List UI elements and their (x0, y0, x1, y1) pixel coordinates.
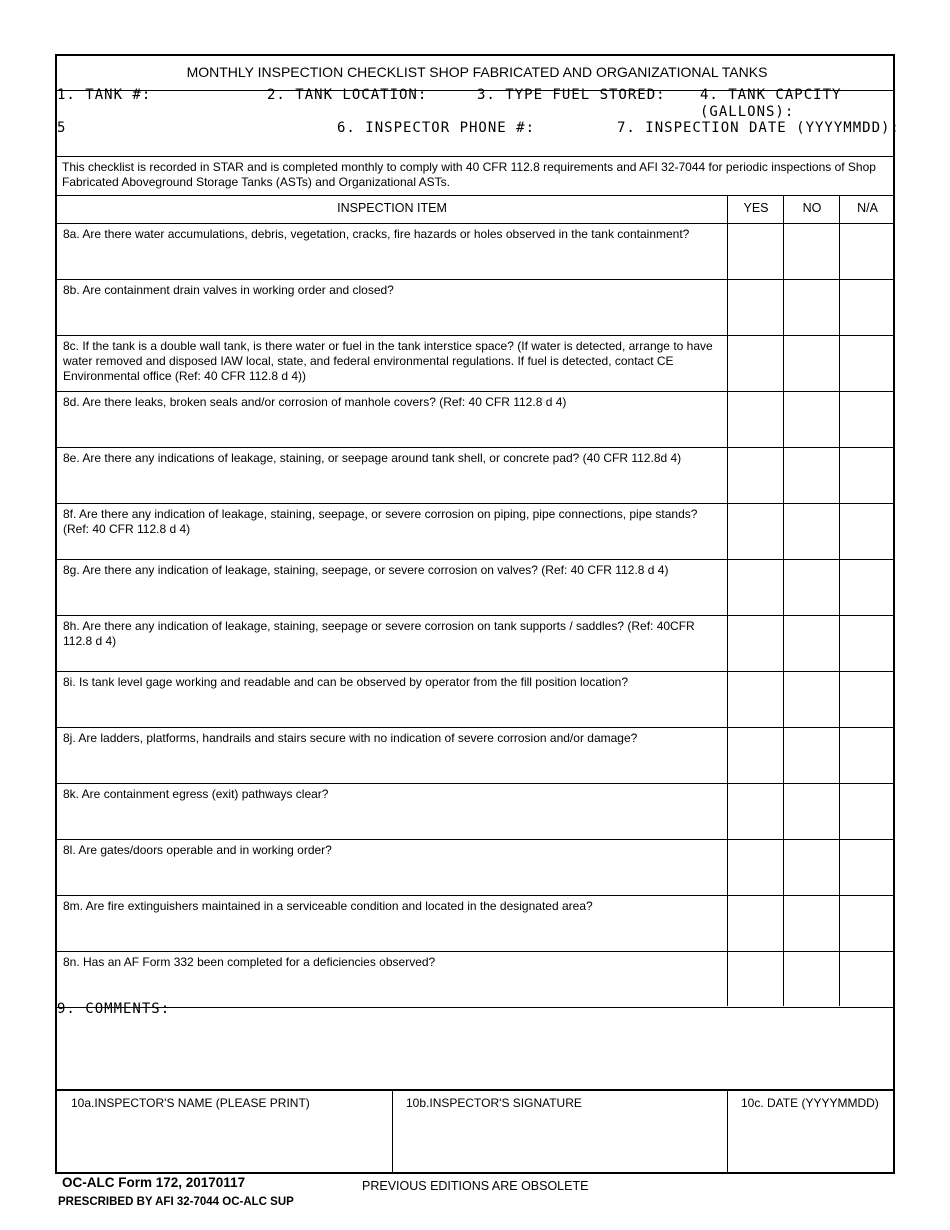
inspection-form (55, 54, 900, 1174)
inspection-item-text: 8k. Are containment egress (exit) pathways clear? (63, 787, 329, 801)
answer-no-cell[interactable] (784, 504, 839, 558)
answer-na-cell[interactable] (840, 504, 895, 558)
answer-yes-cell[interactable] (728, 616, 783, 670)
answer-no-cell[interactable] (784, 392, 839, 446)
answer-yes-cell[interactable] (728, 392, 783, 446)
answer-yes-cell[interactable] (728, 448, 783, 502)
row-divider (57, 1007, 893, 1008)
answer-no-cell[interactable] (784, 784, 839, 838)
prescribed-by: PRESCRIBED BY AFI 32-7044 OC-ALC SUP (58, 1196, 294, 1208)
inspection-item-text: 8d. Are there leaks, broken seals and/or corrosion of manhole covers? (Ref: 40 CFR 112.8 d 4) (63, 395, 567, 409)
inspection-item-text: 8f. Are there any indication of leakage, staining, seepage, or severe corrosion on piping, pipe connections, pipe stands? (Ref: 40 CFR 112.8 d 4) (63, 507, 698, 536)
answer-yes-cell[interactable] (728, 728, 783, 782)
answer-na-cell[interactable] (840, 784, 895, 838)
answer-no-cell[interactable] (784, 448, 839, 502)
answer-na-cell[interactable] (840, 280, 895, 334)
inspection-item-text: 8l. Are gates/doors operable and in working order? (63, 843, 332, 857)
inspector-signature-field[interactable]: 10b.INSPECTOR'S SIGNATURE (406, 1096, 582, 1110)
answer-no-cell[interactable] (784, 672, 839, 726)
answer-na-cell[interactable] (840, 448, 895, 502)
header-inspection-item: INSPECTION ITEM (337, 201, 447, 215)
previous-editions-notice: PREVIOUS EDITIONS ARE OBSOLETE (362, 1179, 589, 1193)
inspection-item-text: 8i. Is tank level gage working and readable and can be observed by operator from the fill position location? (63, 675, 629, 689)
divider (57, 1089, 893, 1091)
inspection-item-text: 8g. Are there any indication of leakage, staining, seepage, or severe corrosion on valves? (Ref: 40 CFR 112.8 d 4) (63, 563, 669, 577)
signature-date-field[interactable]: 10c. DATE (YYYYMMDD) (741, 1096, 879, 1110)
answer-na-cell[interactable] (840, 896, 895, 950)
answer-na-cell[interactable] (840, 392, 895, 446)
answer-yes-cell[interactable] (728, 560, 783, 614)
answer-na-cell[interactable] (840, 616, 895, 670)
column-divider (392, 1089, 393, 1172)
answer-yes-cell[interactable] (728, 784, 783, 838)
answer-no-cell[interactable] (784, 560, 839, 614)
divider (57, 195, 893, 196)
answer-na-cell[interactable] (840, 560, 895, 614)
answer-yes-cell[interactable] (728, 280, 783, 334)
header-yes: YES (743, 201, 769, 215)
header-na: N/A (857, 201, 878, 215)
inspection-item-text: 8m. Are fire extinguishers maintained in a serviceable condition and located in the designated area? (63, 899, 593, 913)
answer-yes-cell[interactable] (728, 336, 783, 390)
answer-na-cell[interactable] (840, 336, 895, 390)
tank-location-field[interactable]: 2. TANK LOCATION: (267, 87, 428, 103)
inspection-item-text: 8n. Has an AF Form 332 been completed for a deficiencies observed? (63, 955, 436, 969)
answer-na-cell[interactable] (840, 952, 895, 1006)
form-number: OC-ALC Form 172, 20170117 (62, 1175, 246, 1190)
inspector-phone-field[interactable]: 6. INSPECTOR PHONE #: (337, 120, 536, 136)
fuel-type-field[interactable]: 3. TYPE FUEL STORED: (477, 87, 666, 103)
inspector-name-field[interactable]: 10a.INSPECTOR'S NAME (PLEASE PRINT) (71, 1096, 310, 1110)
header-no: NO (802, 201, 822, 215)
answer-na-cell[interactable] (840, 728, 895, 782)
answer-yes-cell[interactable] (728, 952, 783, 1006)
answer-yes-cell[interactable] (728, 504, 783, 558)
answer-na-cell[interactable] (840, 224, 895, 278)
answer-no-cell[interactable] (784, 952, 839, 1006)
answer-no-cell[interactable] (784, 840, 839, 894)
inspection-item-text: 8j. Are ladders, platforms, handrails and stairs secure with no indication of severe corrosion and/or damage? (63, 731, 638, 745)
inspection-item-text: 8b. Are containment drain valves in working order and closed? (63, 283, 394, 297)
inspection-item-text: 8a. Are there water accumulations, debris, vegetation, cracks, fire hazards or holes observed in the tank containment? (63, 227, 690, 241)
answer-no-cell[interactable] (784, 896, 839, 950)
tank-number-field[interactable]: 1. TANK #: (57, 87, 152, 103)
inspection-date-field[interactable]: 7. INSPECTION DATE (YYYYMMDD): (617, 120, 900, 136)
tank-capacity-field[interactable]: 4. TANK CAPCITY (700, 87, 842, 103)
answer-no-cell[interactable] (784, 728, 839, 782)
answer-na-cell[interactable] (840, 672, 895, 726)
comments-label: 9. COMMENTS: (57, 1001, 171, 1017)
divider (57, 156, 893, 157)
answer-yes-cell[interactable] (728, 840, 783, 894)
answer-yes-cell[interactable] (728, 224, 783, 278)
inspection-item-text: 8h. Are there any indication of leakage, staining, seepage or severe corrosion on tank supports / saddles? (Ref: 40CFR 112.8 d 4) (63, 619, 695, 648)
answer-no-cell[interactable] (784, 336, 839, 390)
inspection-item-text: 8e. Are there any indications of leakage, staining, or seepage around tank shell, or concrete pad? (40 CFR 112.8d 4) (63, 451, 682, 465)
intro-text: This checklist is recorded in STAR and is completed monthly to comply with 40 CFR 112.8 requirements and AFI 32-7044 for periodic inspections of Shop Fabricated Aboveground Storage Tanks (ASTs) and Organizational ASTs. (62, 160, 876, 189)
column-divider (727, 1089, 728, 1172)
answer-yes-cell[interactable] (728, 896, 783, 950)
answer-na-cell[interactable] (840, 840, 895, 894)
answer-no-cell[interactable] (784, 616, 839, 670)
answer-yes-cell[interactable] (728, 672, 783, 726)
form-title: MONTHLY INSPECTION CHECKLIST SHOP FABRICATED AND ORGANIZATIONAL TANKS (186, 64, 768, 80)
answer-no-cell[interactable] (784, 224, 839, 278)
tank-capacity-units: (GALLONS): (700, 104, 795, 120)
field-5[interactable]: 5 (57, 120, 67, 136)
inspection-item-text: 8c. If the tank is a double wall tank, is there water or fuel in the tank interstice space? (If water is detected, arrange to have water removed and disposed IAW local, state, and federal environmental regulations. If fuel is detected, contact CE Environmental office (Ref: 40 CFR 112.8 d 4)) (63, 339, 713, 383)
answer-no-cell[interactable] (784, 280, 839, 334)
comments-field[interactable] (59, 1021, 891, 1089)
